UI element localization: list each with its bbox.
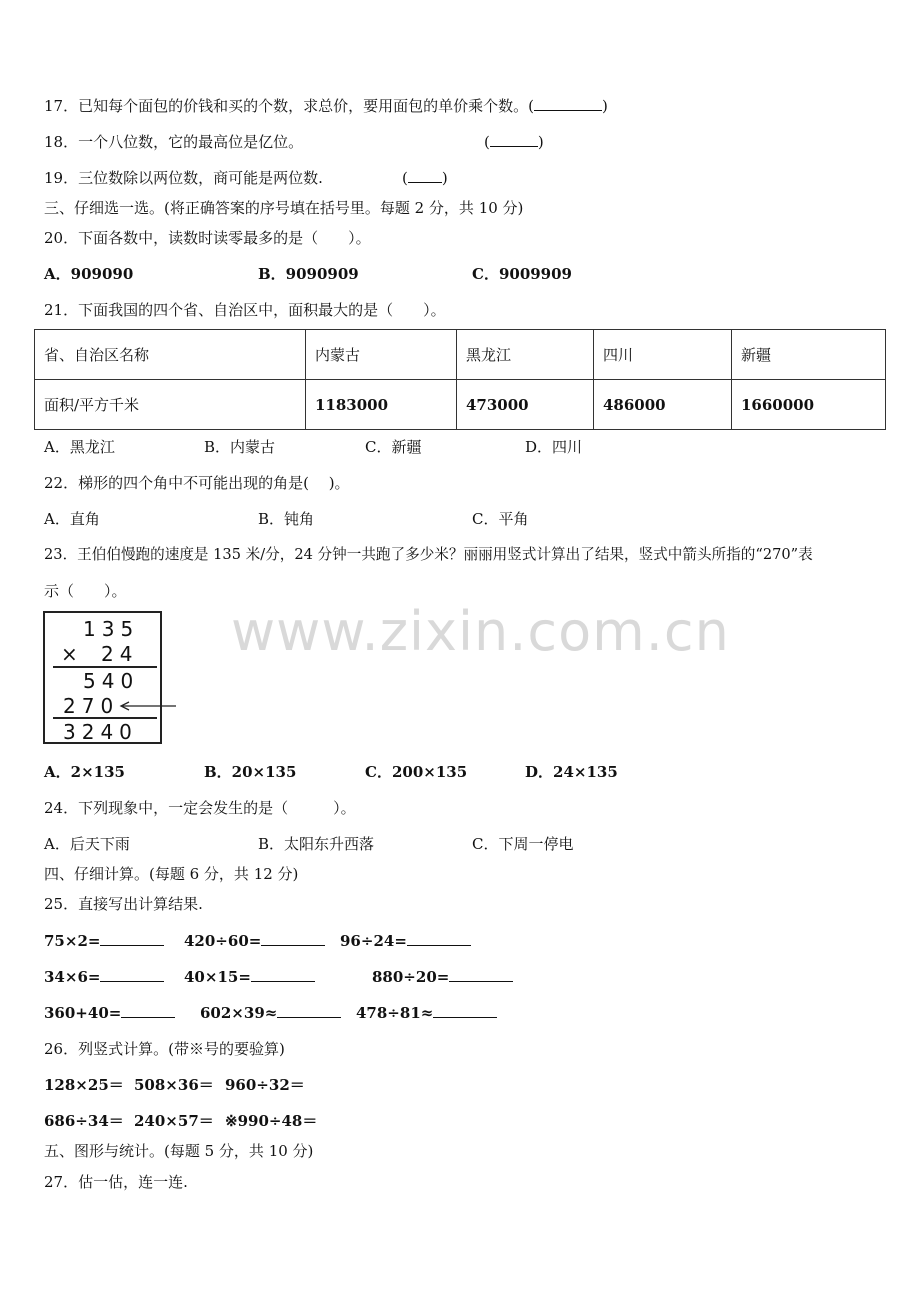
table-cell: 486000 (594, 380, 732, 430)
calc-item: 96÷24= (340, 931, 471, 951)
calc-multiplier: 24 (101, 642, 139, 666)
table-cell: 省、自治区名称 (35, 330, 306, 380)
calc-item: 420÷60= (184, 931, 325, 951)
answer-blank-19[interactable] (408, 168, 442, 183)
answer-blank-18[interactable] (490, 132, 538, 147)
calc-item: ※990÷48＝ (225, 1112, 318, 1130)
table-row (35, 380, 886, 430)
question-17 (44, 96, 608, 116)
calc-item: 960÷32＝ (225, 1076, 305, 1094)
answer-blank[interactable] (121, 1003, 175, 1018)
answer-blank[interactable] (433, 1003, 497, 1018)
q23-option-b[interactable]: B．20×135 (204, 763, 297, 781)
calc-item: 34×6= (44, 967, 164, 987)
question-23-line2: 示（ ）。 (44, 582, 127, 600)
area-table (34, 329, 886, 430)
q24-option-a[interactable]: A．后天下雨 (44, 835, 130, 853)
calc-item: 240×57＝ (134, 1112, 214, 1130)
question-18 (44, 132, 303, 152)
question-17-text: 17．已知每个面包的价钱和买的个数，求总价，要用面包的单价乘个数。( (44, 97, 534, 115)
paren-open: ( (484, 133, 490, 151)
answer-blank[interactable] (100, 931, 164, 946)
answer-blank[interactable] (407, 931, 471, 946)
q22-option-b[interactable]: B．钝角 (258, 510, 315, 528)
section-4-heading: 四、仔细计算。(每题 6 分，共 12 分) (44, 865, 299, 883)
calc-partial-1: 540 (83, 669, 140, 693)
calc-item: 686÷34＝ (44, 1112, 124, 1130)
question-27: 27．估一估，连一连. (44, 1173, 188, 1191)
calc-item: 360+40= (44, 1003, 175, 1023)
answer-blank[interactable] (100, 967, 164, 982)
q23-option-d[interactable]: D．24×135 (525, 763, 618, 781)
table-header-row (35, 330, 886, 380)
section-3-heading: 三、仔细选一选。(将正确答案的序号填在括号里。每题 2 分，共 10 分) (44, 199, 524, 217)
question-25: 25．直接写出计算结果. (44, 895, 203, 913)
paren-open: ( (402, 169, 408, 187)
q23-option-a[interactable]: A．2×135 (44, 763, 125, 781)
calc-item: 128×25＝ (44, 1076, 124, 1094)
q24-option-b[interactable]: B．太阳东升西落 (258, 835, 375, 853)
calc-partial-2: 270 (63, 694, 120, 718)
calc-item: 75×2= (44, 931, 164, 951)
table-cell: 1183000 (306, 380, 457, 430)
q20-option-b[interactable]: B．9090909 (258, 265, 359, 283)
answer-blank-17[interactable] (534, 96, 602, 111)
table-cell: 473000 (457, 380, 594, 430)
question-23-line1: 23．王伯伯慢跑的速度是 135 米/分，24 分钟一共跑了多少米？丽丽用竖式计算出了结果，竖式中箭头所指的“270”表 (44, 546, 813, 563)
vertical-calculation (43, 611, 162, 744)
question-20: 20．下面各数中，读数时读零最多的是（ ）。 (44, 229, 371, 247)
calc-item: 508×36＝ (134, 1076, 214, 1094)
q21-option-c[interactable]: C．新疆 (365, 438, 422, 456)
arrow-left-icon (118, 701, 178, 711)
calc-rule-line (53, 717, 157, 719)
table-cell: 1660000 (732, 380, 886, 430)
question-26: 26．列竖式计算。(带※号的要验算) (44, 1040, 285, 1058)
answer-blank[interactable] (449, 967, 513, 982)
paren-close: ) (441, 169, 448, 187)
table-cell: 四川 (594, 330, 732, 380)
q22-option-c[interactable]: C．平角 (472, 510, 529, 528)
q24-option-c[interactable]: C．下周一停电 (472, 835, 574, 853)
q21-option-a[interactable]: A．黑龙江 (44, 438, 115, 456)
table-cell: 内蒙古 (306, 330, 457, 380)
paren-close: ) (537, 133, 544, 151)
question-24: 24．下列现象中，一定会发生的是（ ）。 (44, 799, 356, 817)
calc-item: 478÷81≈ (356, 1003, 497, 1023)
table-cell: 黑龙江 (457, 330, 594, 380)
calc-product: 3240 (63, 720, 138, 744)
calc-item: 40×15= (184, 967, 315, 987)
answer-blank[interactable] (261, 931, 325, 946)
question-21: 21．下面我国的四个省、自治区中，面积最大的是（ ）。 (44, 301, 446, 319)
table-cell: 面积/平方千米 (35, 380, 306, 430)
answer-blank[interactable] (277, 1003, 341, 1018)
question-19-text: 19．三位数除以两位数，商可能是两位数. (44, 169, 323, 187)
calc-item: 602×39≈ (200, 1003, 341, 1023)
q20-option-c[interactable]: C．9009909 (472, 265, 572, 283)
q21-option-b[interactable]: B．内蒙古 (204, 438, 276, 456)
calc-times-sign: × (61, 642, 84, 666)
question-19-paren (402, 168, 448, 188)
table-cell: 新疆 (732, 330, 886, 380)
q23-option-c[interactable]: C．200×135 (365, 763, 468, 781)
calc-multiplicand: 135 (83, 617, 140, 641)
watermark: www.zixin.com.cn (231, 600, 730, 663)
question-19 (44, 168, 323, 188)
answer-blank[interactable] (251, 967, 315, 982)
section-5-heading: 五、图形与统计。(每题 5 分，共 10 分) (44, 1142, 314, 1160)
q22-option-a[interactable]: A．直角 (44, 510, 100, 528)
question-17-close: ) (601, 97, 608, 115)
q20-option-a[interactable]: A．909090 (44, 265, 134, 283)
q21-option-d[interactable]: D．四川 (525, 438, 583, 456)
question-18-paren (484, 132, 544, 152)
question-18-text: 18．一个八位数，它的最高位是亿位。 (44, 133, 304, 151)
calc-item: 880÷20= (372, 967, 513, 987)
question-22: 22．梯形的四个角中不可能出现的角是( )。 (44, 474, 350, 492)
calc-rule-line (53, 666, 157, 668)
